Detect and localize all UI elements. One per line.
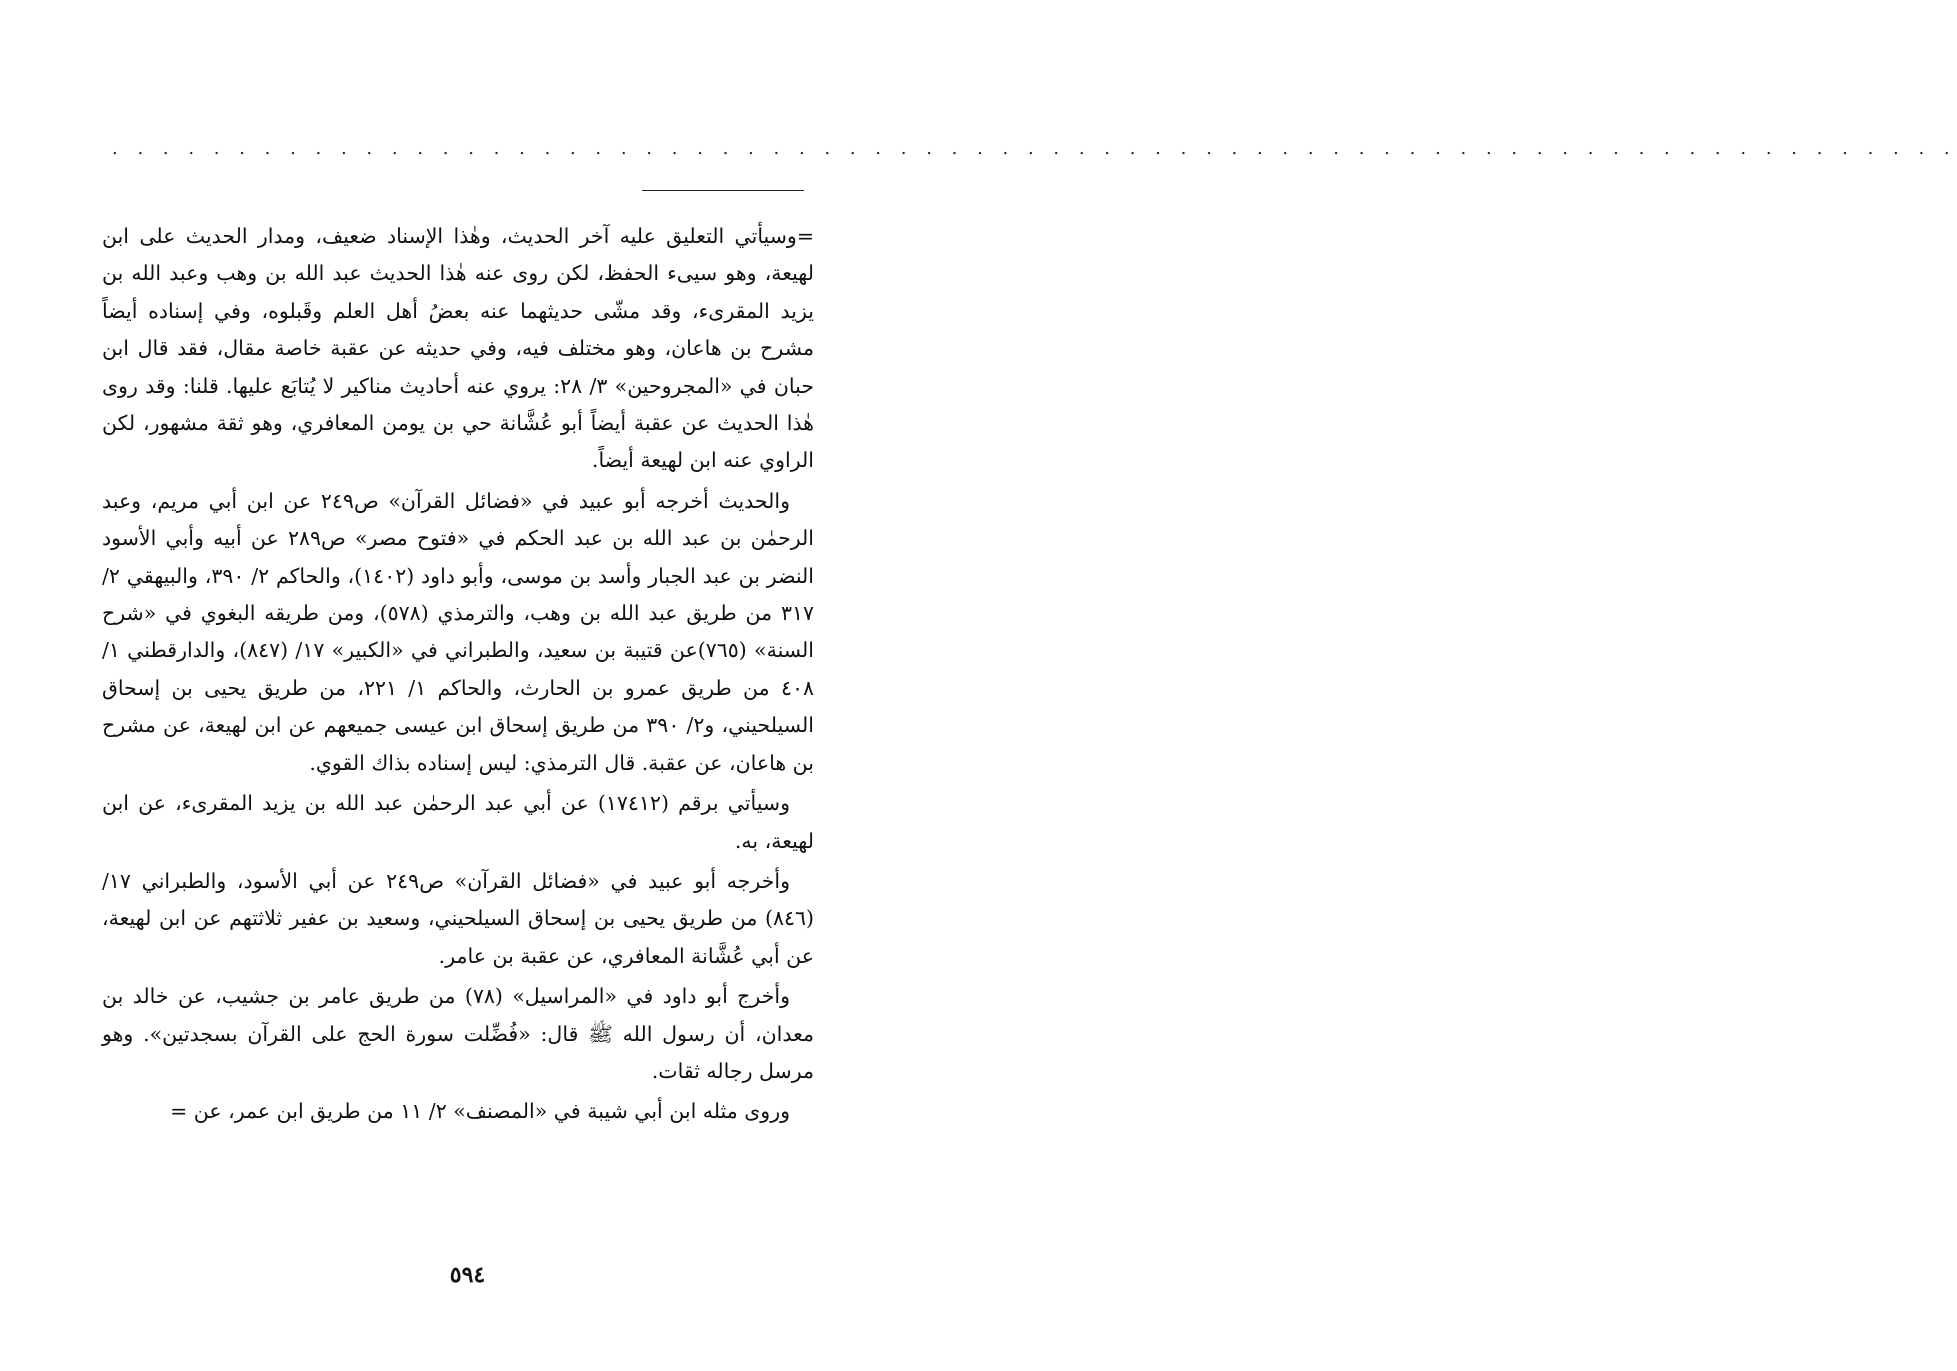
footnote-dots-divider: . . . . . . . . . . . . . . . . . . . . . . . . . . . . . . . . . . . . . . . . . . . . . . . . . . . . . . . . . . . . . . . . . . . . . . . . . <box>112 138 1957 159</box>
paragraph-1: =وسيأتي التعليق عليه آخر الحديث، وهٰذا الإسناد ضعيف، ومدار الحديث على ابن لهيعة، وهو سيىء الحفظ، لكن روى عنه هٰذا الحديث عبد الله بن وهب وعبد الله بن يزيد المقرىء، وقد مشّى حديثهما عنه بعضُ أهل العلم وقَبلوه، وفي إسناده أيضاً مشرح بن هاعان، وهو مختلف فيه، وفي حديثه عن عقبة خاصة مقال، فقد قال ابن حبان في «المجروحين» ٣/ ٢٨: يروي عنه أحاديث مناكير لا يُتابَع عليها. قلنا: وقد روى هٰذا الحديث عن عقبة أيضاً أبو عُشَّانة حي بن يومن المعافري، وهو ثقة مشهور، لكن الراوي عنه ابن لهيعة أيضاً. <box>102 224 814 473</box>
paragraph-5: وأخرج أبو داود في «المراسيل» (٧٨) من طريق عامر بن جشيب، عن خالد بن معدان، أن رسول الله ﷺ قال: «فُضِّلت سورة الحج على القرآن بسجدتين». وهو مرسل رجاله ثقات. <box>102 984 814 1083</box>
footnote-text <box>102 218 814 1131</box>
paragraph-4: وأخرجه أبو عبيد في «فضائل القرآن» ص٢٤٩ عن أبي الأسود، والطبراني ١٧/ (٨٤٦) من طريق يحيى بن إسحاق السيلحيني، وسعيد بن عفير ثلاثتهم عن ابن لهيعة، عن أبي عُشَّانة المعافري، عن عقبة بن عامر. <box>102 868 814 968</box>
page-number: ٥٩٤ <box>449 1262 486 1288</box>
paragraph-3: وسيأتي برقم (١٧٤١٢) عن أبي عبد الرحمٰن عبد الله بن يزيد المقرىء، عن ابن لهيعة، به. <box>102 791 814 853</box>
paragraph-6: وروى مثله ابن أبي شيبة في «المصنف» ٢/ ١١ من طريق ابن عمر، عن = <box>170 1099 790 1124</box>
footnote-separator-line <box>642 190 804 191</box>
paragraph-2: والحديث أخرجه أبو عبيد في «فضائل القرآن» ص٢٤٩ عن ابن أبي مريم، وعبد الرحمٰن بن عبد الله بن عبد الحكم في «فتوح مصر» ص٢٨٩ عن أبيه وأبي الأسود النضر بن عبد الجبار وأسد بن موسى، وأبو داود (١٤٠٢)، والحاكم ٢/ ٣٩٠، والبيهقي ٢/ ٣١٧ من طريق عبد الله بن وهب، والترمذي (٥٧٨)، ومن طريقه البغوي في «شرح السنة» (٧٦٥)عن قتيبة بن سعيد، والطبراني في «الكبير» ١٧/ (٨٤٧)، والدارقطني ١/ ٤٠٨ من طريق عمرو بن الحارث، والحاكم ١/ ٢٢١، من طريق يحيى بن إسحاق السيلحيني، و٢/ ٣٩٠ من طريق إسحاق ابن عيسى جميعهم عن ابن لهيعة، عن مشرح بن هاعان، عن عقبة. قال الترمذي: ليس إسناده بذاك القوي. <box>102 488 815 775</box>
